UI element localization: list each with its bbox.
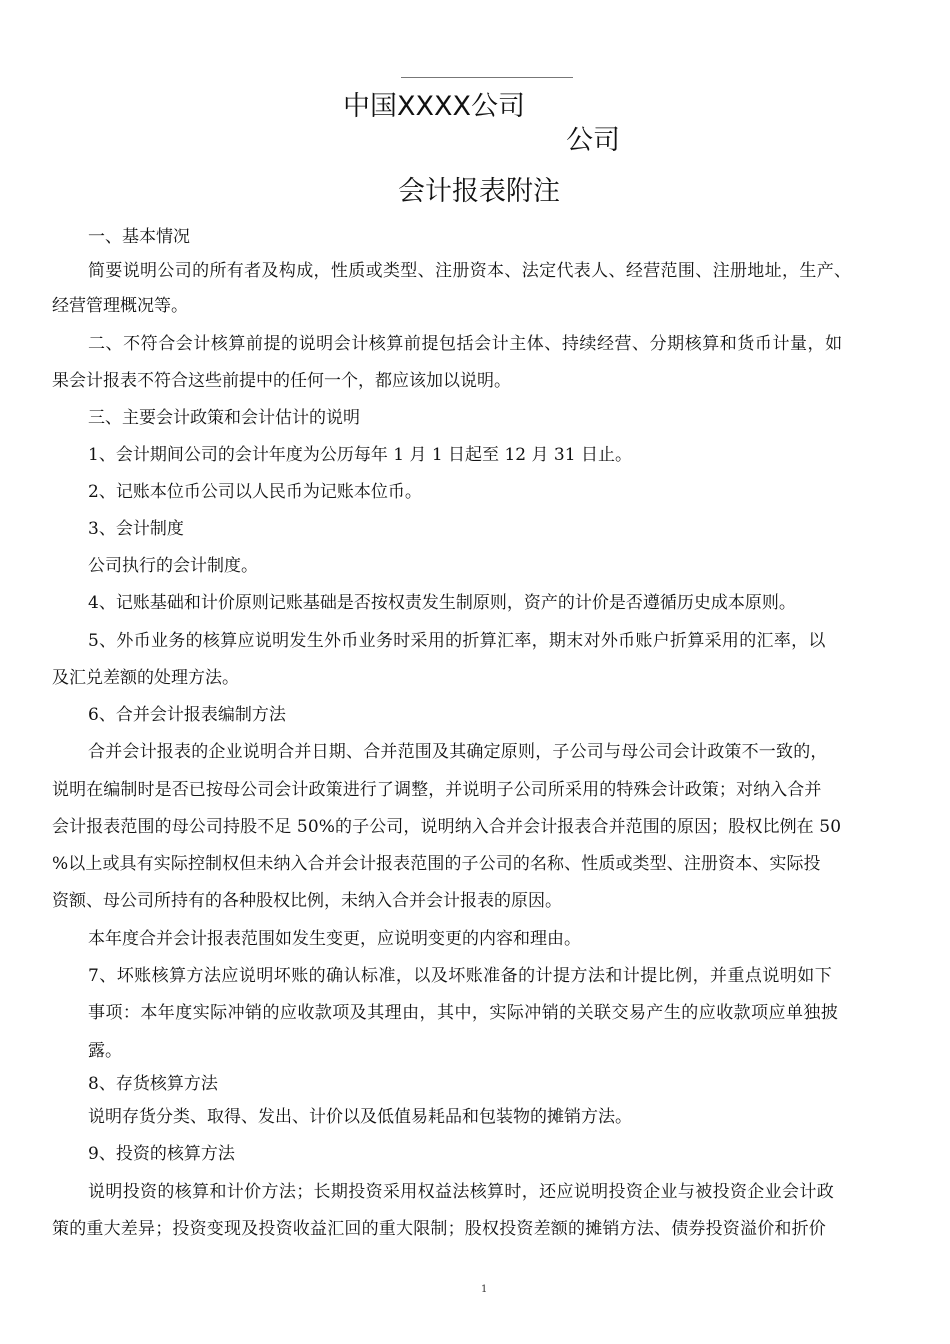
paragraph-line: 说明在编制时是否已按母公司会计政策进行了调整，并说明子公司所采用的特殊会计政策；对纳入合并 bbox=[52, 780, 822, 800]
page-number: 1 bbox=[481, 1284, 488, 1295]
paragraph-line: 说明投资的核算和计价方法；长期投资采用权益法核算时，还应说明投资企业与被投资企业会计政 bbox=[88, 1182, 835, 1202]
paragraph-line: 经营管理概况等。 bbox=[52, 296, 188, 316]
subsection-heading: 8、存货核算方法 bbox=[88, 1074, 218, 1094]
header-rule bbox=[401, 77, 573, 78]
section-heading: 一、基本情况 bbox=[88, 227, 190, 247]
paragraph-line: 4、记账基础和计价原则记账基础是否按权责发生制原则，资产的计价是否遵循历史成本原则。 bbox=[88, 593, 796, 613]
paragraph-line: 露。 bbox=[88, 1041, 122, 1061]
paragraph-line: 会计报表范围的母公司持股不足 50%的子公司，说明纳入合并会计报表合并范围的原因；股权比例在 50 bbox=[52, 817, 842, 837]
paragraph-line: 7、坏账核算方法应说明坏账的确认标准，以及坏账准备的计提方法和计提比例，并重点说明如下 bbox=[88, 966, 833, 986]
section-heading: 三、主要会计政策和会计估计的说明 bbox=[88, 408, 360, 428]
paragraph-line: 合并会计报表的企业说明合并日期、合并范围及其确定原则，子公司与母公司会计政策不一致的， bbox=[88, 742, 828, 762]
paragraph-line: 1、会计期间公司的会计年度为公历每年 1 月 1 日起至 12 月 31 日止。 bbox=[88, 445, 632, 465]
company-subtitle: 公司 bbox=[566, 125, 620, 156]
paragraph-line: 策的重大差异；投资变现及投资收益汇回的重大限制；股权投资差额的摊销方法、债券投资溢价和折价 bbox=[52, 1219, 826, 1239]
paragraph-line: 2、记账本位币公司以人民币为记账本位币。 bbox=[88, 482, 422, 502]
paragraph-line: 事项：本年度实际冲销的应收款项及其理由，其中，实际冲销的关联交易产生的应收款项应单独披 bbox=[88, 1003, 839, 1023]
paragraph-line: %以上或具有实际控制权但未纳入合并会计报表范围的子公司的名称、性质或类型、注册资本、实际投 bbox=[52, 854, 821, 874]
subsection-heading: 6、合并会计报表编制方法 bbox=[88, 705, 286, 725]
section-heading: 二、不符合会计核算前提的说明会计核算前提包括会计主体、持续经营、分期核算和货币计量，如 bbox=[88, 334, 843, 354]
paragraph-line: 简要说明公司的所有者及构成，性质或类型、注册资本、法定代表人、经营范围、注册地址，生产、 bbox=[88, 261, 852, 281]
paragraph-line: 公司执行的会计制度。 bbox=[88, 556, 258, 576]
subsection-heading: 3、会计制度 bbox=[88, 519, 184, 539]
document-title: 会计报表附注 bbox=[398, 176, 560, 207]
paragraph-line: 本年度合并会计报表范围如发生变更，应说明变更的内容和理由。 bbox=[88, 929, 581, 949]
paragraph-line: 果会计报表不符合这些前提中的任何一个，都应该加以说明。 bbox=[52, 371, 511, 391]
paragraph-line: 资额、母公司所持有的各种股权比例，未纳入合并会计报表的原因。 bbox=[52, 891, 562, 911]
subsection-heading: 9、投资的核算方法 bbox=[88, 1144, 235, 1164]
paragraph-line: 及汇兑差额的处理方法。 bbox=[52, 668, 239, 688]
paragraph-line: 说明存货分类、取得、发出、计价以及低值易耗品和包装物的摊销方法。 bbox=[88, 1107, 632, 1127]
paragraph-line: 5、外币业务的核算应说明发生外币业务时采用的折算汇率，期末对外币账户折算采用的汇率，以 bbox=[88, 631, 826, 651]
company-title: 中国XXXX公司 bbox=[343, 91, 525, 122]
